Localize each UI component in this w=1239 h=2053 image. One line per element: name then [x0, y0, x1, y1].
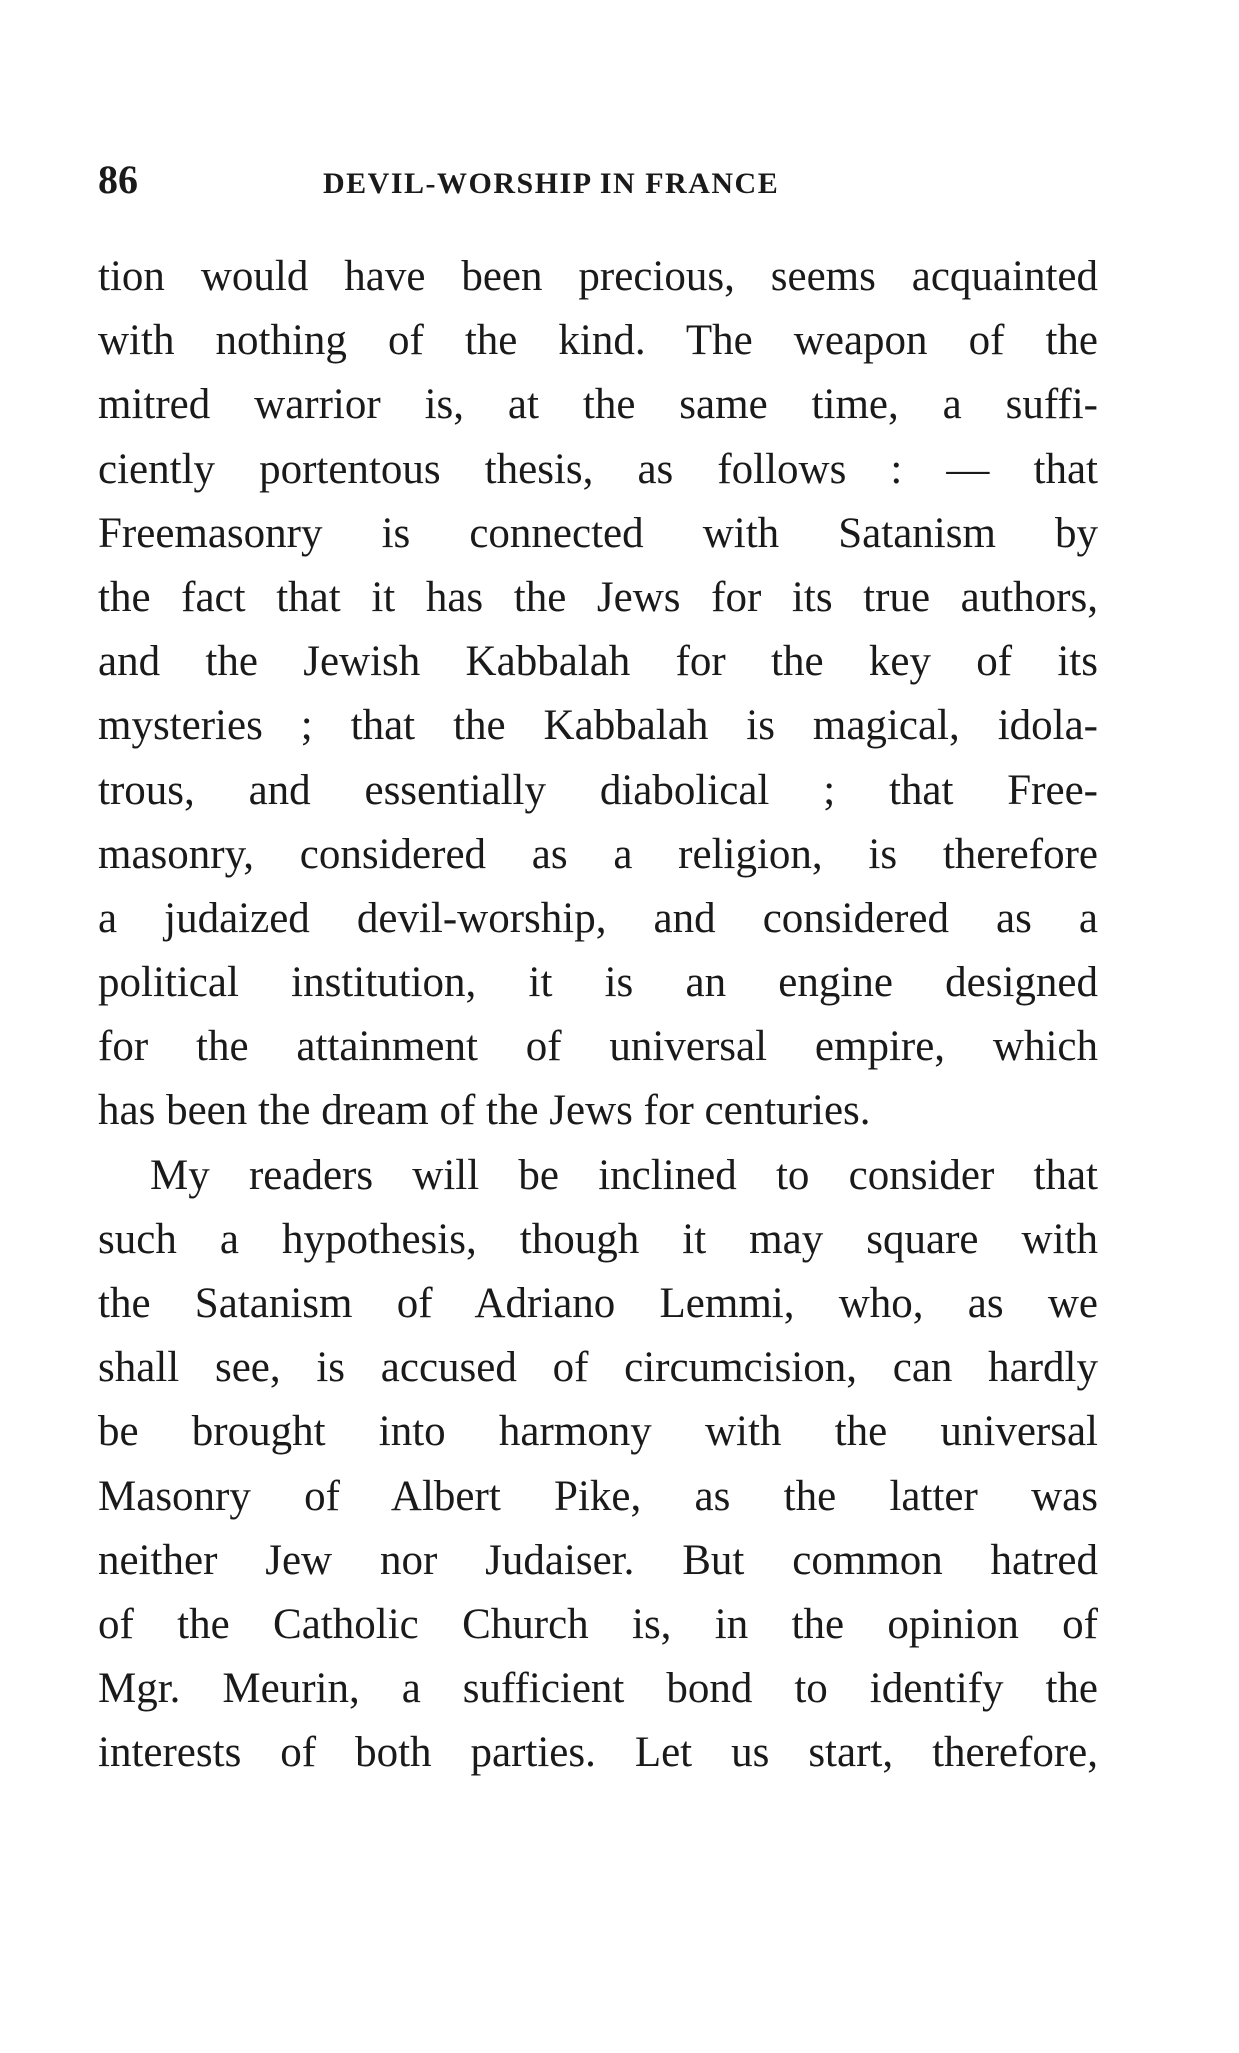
text-line: trous, and essentially diabolical ; that Free- [98, 766, 1098, 814]
text-line: and the Jewish Kabbalah for the key of its [98, 638, 1098, 686]
text-line: with nothing of the kind. The weapon of the [98, 317, 1098, 365]
text-line: of the Catholic Church is, in the opinion of [98, 1600, 1098, 1648]
text-line: such a hypothesis, though it may square with [98, 1215, 1098, 1263]
text-line: tion would have been precious, seems acquainted [98, 253, 1098, 300]
text-line: political institution, it is an engine designed [98, 959, 1098, 1007]
text-line: the fact that it has the Jews for its true authors, [98, 573, 1098, 621]
text-line: shall see, is accused of circumcision, can hardly [98, 1344, 1098, 1392]
text-line: ciently portentous thesis, as follows : — that [98, 445, 1098, 493]
text-line: has been the dream of the Jews for centuries. [98, 1087, 871, 1135]
text-line: for the attainment of universal empire, which [98, 1023, 1098, 1071]
running-head [98, 150, 1098, 210]
text-line: mitred warrior is, at the same time, a suffi- [98, 381, 1098, 429]
paragraph-2 [98, 1144, 1098, 1786]
running-title: DEVIL-WORSHIP IN FRANCE [323, 167, 780, 200]
text-line: Masonry of Albert Pike, as the latter was [98, 1472, 1098, 1520]
page-number: 86 [98, 157, 138, 202]
text-line: neither Jew nor Judaiser. But common hatred [98, 1536, 1098, 1584]
text-line: interests of both parties. Let us start, therefore, [98, 1729, 1098, 1777]
text-line: the Satanism of Adriano Lemmi, who, as we [98, 1280, 1098, 1327]
text-line: Freemasonry is connected with Satanism by [98, 509, 1098, 557]
text-line: Mgr. Meurin, a sufficient bond to identify the [98, 1665, 1098, 1713]
body-text [98, 245, 1098, 1786]
text-line: masonry, considered as a religion, is therefore [98, 830, 1098, 878]
paragraph-1 [98, 245, 1098, 1144]
text-line: a judaized devil-worship, and considered as a [98, 894, 1098, 942]
text-line: My readers will be inclined to consider that [150, 1151, 1098, 1199]
text-line: mysteries ; that the Kabbalah is magical, idola- [98, 702, 1098, 750]
text-line: be brought into harmony with the universal [98, 1408, 1098, 1456]
